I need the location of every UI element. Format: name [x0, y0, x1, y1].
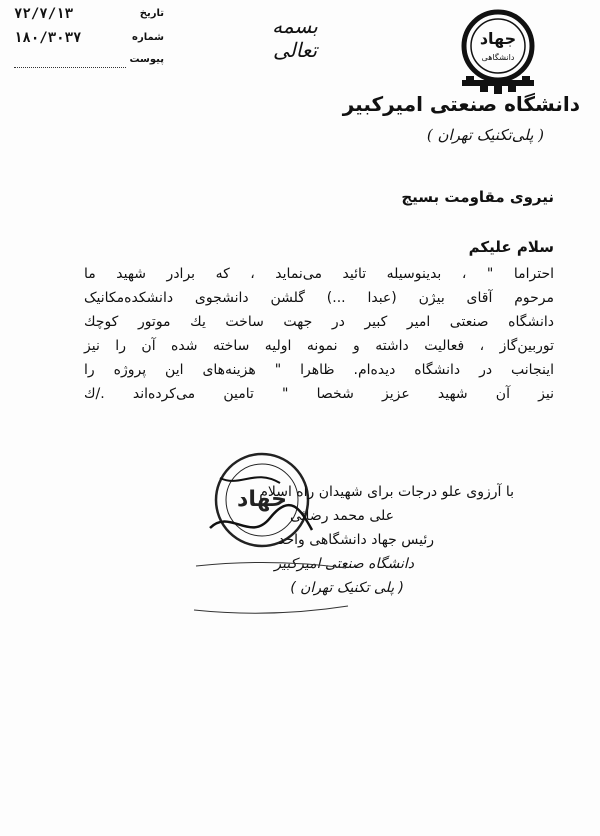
- date-value: ۷۲/۷/۱۳: [14, 6, 74, 22]
- body-line: احتراما " ، بدینوسیله تائید می‌نماید ، که برادر شهید ما: [84, 266, 554, 282]
- body-line: نیز آن شهید عزیز شخصا " تامین می‌کرده‌اند ./ك: [84, 386, 554, 402]
- closing-line: دانشگاه صنعتی امیرکبیر: [274, 556, 414, 572]
- stamp-text: جهاد: [237, 487, 287, 512]
- date-label: تاریخ: [139, 8, 164, 19]
- body-line: توربین‌گاز ، فعالیت داشته و نمونه اولیه ساخته شده آن را نیز: [84, 338, 554, 354]
- body-line: اینجانب در دانشگاه دیده‌ام. ظاهرا " هزینه‌های این پروژه را: [84, 362, 554, 378]
- logo-bottom-text: دانشگاهی: [481, 53, 515, 62]
- basmala: بسمه تعالی: [272, 14, 318, 62]
- university-subtitle: ( پلی‌تکنیک تهران ): [426, 126, 544, 144]
- number-value: ۱۸۰/۳۰۳۷: [14, 30, 82, 46]
- closing-line: علی محمد رضائی: [289, 508, 394, 524]
- date-row: [14, 6, 164, 24]
- logo-top-text: جهاد: [479, 29, 517, 48]
- attachment-row: [14, 52, 164, 70]
- closing-line: ( پلی تکنیک تهران ): [290, 580, 404, 596]
- jahad-logo: [452, 6, 544, 98]
- attachment-line: [14, 67, 126, 68]
- letter-body: [84, 262, 554, 406]
- attachment-label: پیوست: [129, 54, 164, 65]
- number-row: [14, 30, 164, 48]
- body-line: مرحوم آقای بیژن (عبدا ...) گلشن دانشجوی دانشکده‌مکانیک: [84, 290, 554, 306]
- recipient: نیروی مقاومت بسیج: [401, 188, 554, 206]
- university-name: دانشگاه صنعتی امیرکبیر: [342, 92, 580, 116]
- salutation: سلام علیکم: [468, 238, 554, 256]
- rectangular-stamp: [186, 556, 356, 620]
- closing-line: با آرزوی علو درجات برای شهیدان راه اسلام: [259, 484, 514, 500]
- body-line: دانشگاه صنعتی امیر کبیر در جهت ساخت یك موتور کوچك: [84, 314, 554, 330]
- closing-line: رئیس جهاد دانشگاهی واحد: [278, 532, 434, 548]
- number-label: شماره: [132, 32, 164, 43]
